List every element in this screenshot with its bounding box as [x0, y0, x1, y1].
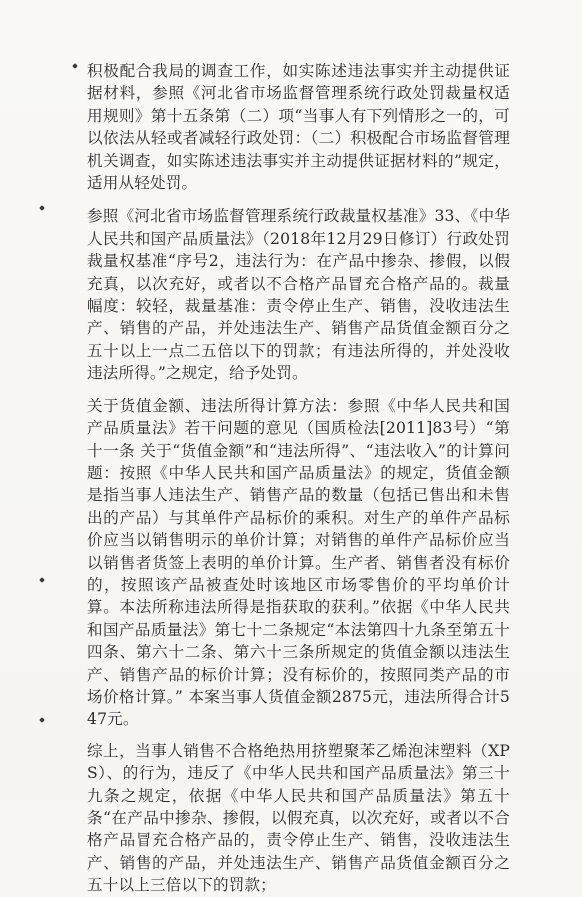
paragraph-conclusion: 综上，当事人销售不合格绝热用挤塑聚苯乙烯泡沫塑料（XPS）、的行为，违反了《中华人民共和国产品质量法》第三十九条之规定，依据《中华人民共和国产品质量法》第五十条“在产品中掺杂、掺假，以假充真，以次充好，或者以不合格产品冒充合格产品的，责令停止生产、销售，没收违法生产、销售的产品，并处违法生产、销售产品货值金额百分之五十以上三倍以下的罚款；	[87, 741, 510, 895]
scan-mark	[39, 577, 45, 583]
paragraph-mitigation-cooperation: 积极配合我局的调查工作，如实陈述违法事实并主动提供证据材料，参照《河北省市场监督管理系统行政处罚裁量权适用规则》第十五条第（二）项“当事人有下列情形之一的，可以依法从轻或者减轻行政处罚：（二）积极配合市场监督管理机关调查，如实陈述违法事实并主动提供证据材料的”规定，适用从轻处罚。	[87, 62, 510, 193]
scan-mark	[39, 205, 45, 211]
scan-mark	[39, 717, 45, 723]
scan-mark	[72, 63, 78, 69]
document-body	[87, 60, 510, 897]
paragraph-calculation-method: 关于货值金额、违法所得计算方法：参照《中华人民共和国产品质量法》若干问题的意见（国质检法[2011]83号）“第十一条 关于“货值金额”和“违法所得”、“违法收入”的计算问题：按照《中华人民共和国产品质量法》的规定，货值金额是指当事人违法生产、销售产品的数量（包括已售出和未售出的产品）与其单件产品标价的乘积。对生产的单件产品标价应当以销售明示的单价计算；对销售的单件产品标价应当以销售者货签上表明的单价计算。生产者、销售者没有标价的，按照该产品被查处时该地区市场零售价的平均单价计算。本法所称违法所得是指获取的获利。”依据《中华人民共和国产品质量法》第七十二条规定“本法第四十九条至第五十四条、第六十二条、第六十三条所规定的货值金额以违法生产、销售产品的标价计算；没有标价的，按照同类产品的市场价格计算。” 本案当事人货值金额2875元，违法所得合计547元。	[87, 396, 510, 729]
paragraph-discretion-standard: 参照《河北省市场监督管理系统行政裁量权基准》33、《中华人民共和国产品质量法》（2018年12月29日修订）行政处罚裁量权基准“序号2，违法行为：在产品中掺杂、掺假，以假充真，以次充好，或者以不合格产品冒充合格产品的。裁量幅度：较轻，裁量基准：责令停止生产、销售，没收违法生产、销售的产品，并处违法生产、销售产品货值金额百分之五十以上一点二五倍以下的罚款；有违法所得的，并处没收违法所得。”之规定，给予处罚。	[87, 207, 510, 383]
